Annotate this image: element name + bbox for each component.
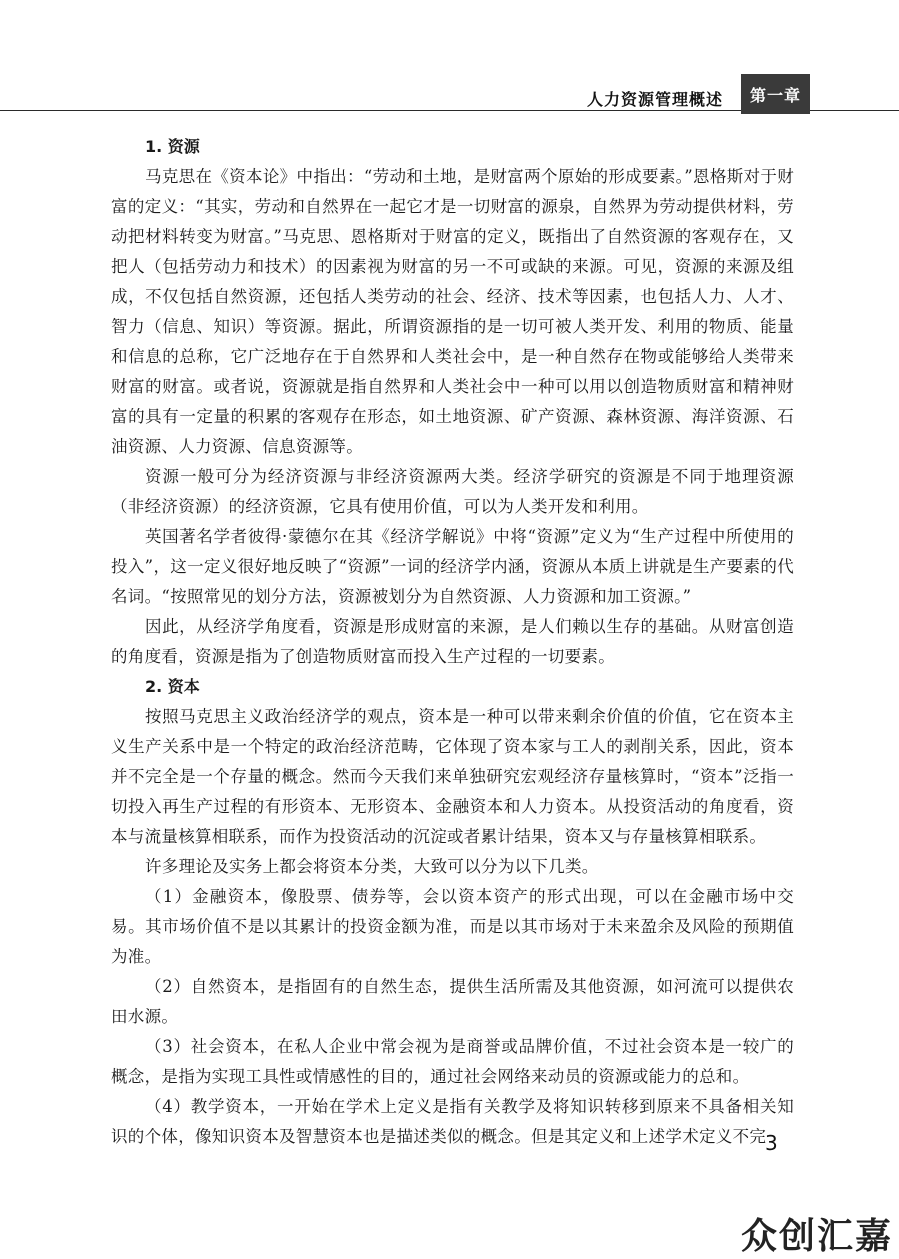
list-item-natural-capital: （2）自然资本，是指固有的自然生态，提供生活所需及其他资源，如河流可以提供农田水源。	[111, 977, 794, 1026]
section-heading-resources: 1. 资源	[145, 137, 200, 156]
paragraph: 马克思在《资本论》中指出：“劳动和土地，是财富两个原始的形成要素。”恩格斯对于财富的定义：“其实，劳动和自然界在一起它才是一切财富的源泉，自然界为劳动提供材料，劳动把材料转变为财富。”马克思、恩格斯对于财富的定义，既指出了自然资源的客观存在，又把人（包括劳动力和技术）的因素视为财富的另一不可或缺的来源。可见，资源的来源及组成，不仅包括自然资源，还包括人类劳动的社会、经济、技术等因素，也包括人力、人才、智力（信息、知识）等资源。据此，所谓资源指的是一切可被人类开发、利用的物质、能量和信息的总称，它广泛地存在于自然界和人类社会中，是一种自然存在物或能够给人类带来财富的财富。或者说，资源就是指自然界和人类社会中一种可以用以创造物质财富和精神财富的具有一定量的积累的客观存在形态，如土地资源、矿产资源、森林资源、海洋资源、石油资源、人力资源、信息资源等。	[111, 167, 794, 456]
paragraph: 资源一般可分为经济资源与非经济资源两大类。经济学研究的资源是不同于地理资源（非经济资源）的经济资源，它具有使用价值，可以为人类开发和利用。	[111, 467, 794, 516]
watermark-logo: 众创汇嘉	[741, 1216, 894, 1257]
section-heading-capital: 2. 资本	[145, 677, 200, 696]
list-item-social-capital: （3）社会资本，在私人企业中常会视为是商誉或品牌价值，不过社会资本是一较广的概念，是指为实现工具性或情感性的目的，通过社会网络来动员的资源或能力的总和。	[111, 1037, 794, 1086]
page-number: 3	[765, 1131, 778, 1155]
paragraph: 英国著名学者彼得·蒙德尔在其《经济学解说》中将“资源”定义为“生产过程中所使用的投入”，这一定义很好地反映了“资源”一词的经济学内涵，资源从本质上讲就是生产要素的代名词。“按照常见的划分方法，资源被划分为自然资源、人力资源和加工资源。”	[111, 527, 794, 606]
page-body	[111, 132, 794, 1152]
chapter-tab: 第一章	[741, 74, 810, 114]
list-item-financial-capital: （1）金融资本，像股票、债券等，会以资本资产的形式出现，可以在金融市场中交易。其市场价值不是以其累计的投资金额为准，而是以其市场对于未来盈余及风险的预期值为准。	[111, 887, 794, 966]
paragraph: 因此，从经济学角度看，资源是形成财富的来源，是人们赖以生存的基础。从财富创造的角度看，资源是指为了创造物质财富而投入生产过程的一切要素。	[111, 617, 794, 666]
paragraph: 许多理论及实务上都会将资本分类，大致可以分为以下几类。	[145, 857, 599, 876]
running-header-title: 人力资源管理概述	[586, 90, 723, 109]
paragraph: 按照马克思主义政治经济学的观点，资本是一种可以带来剩余价值的价值，它在资本主义生产关系中是一个特定的政治经济范畴，它体现了资本家与工人的剥削关系，因此，资本并不完全是一个存量的概念。然而今天我们来单独研究宏观经济存量核算时，“资本”泛指一切投入再生产过程的有形资本、无形资本、金融资本和人力资本。从投资活动的角度看，资本与流量核算相联系，而作为投资活动的沉淀或者累计结果，资本又与存量核算相联系。	[111, 707, 794, 846]
list-item-teaching-capital: （4）教学资本，一开始在学术上定义是指有关教学及将知识转移到原来不具备相关知识的个体，像知识资本及智慧资本也是描述类似的概念。但是其定义和上述学术定义不完	[111, 1097, 794, 1146]
